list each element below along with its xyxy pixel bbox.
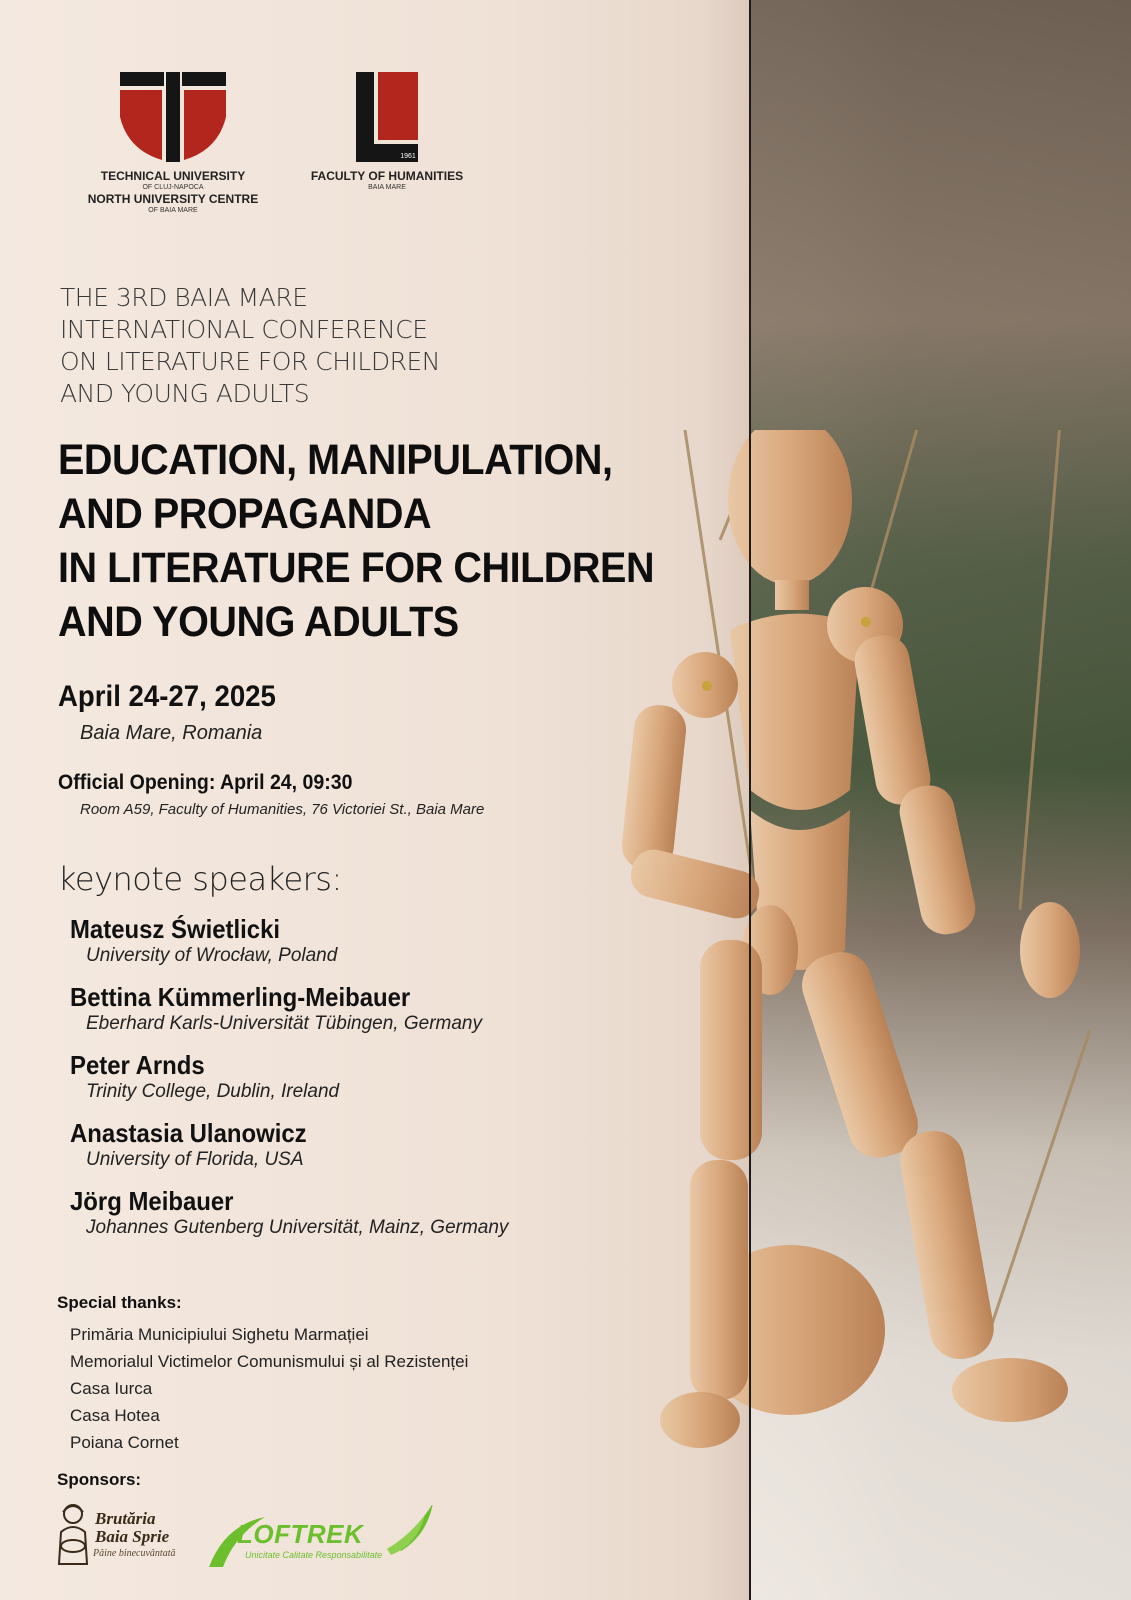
conference-place: Baia Mare, Romania: [80, 722, 263, 744]
speaker-item: [70, 1118, 630, 1186]
brutaria-tagline: Pâine binecuvântată: [93, 1548, 176, 1559]
fh-name-line2: BAIA MARE: [368, 184, 406, 191]
fh-l-icon: [352, 72, 422, 164]
tu-name-line1: TECHNICAL UNIVERSITY: [100, 169, 246, 183]
brutaria-name-line1: Brutăria: [95, 1509, 156, 1528]
keynote-speaker-list: [70, 914, 630, 1254]
title-line: IN LITERATURE FOR CHILDREN: [58, 544, 655, 592]
loftrek-tagline: Unicitate Calitate Responsabilitate: [245, 1550, 383, 1560]
title-line: AND YOUNG ADULTS: [58, 598, 459, 646]
pre-title-line: THE 3RD BAIA MARE: [60, 283, 308, 312]
speaker-affiliation: Johannes Gutenberg Universität, Mainz, Germany: [86, 1217, 509, 1238]
tu-name-line2: OF CLUJ-NAPOCA: [142, 184, 204, 191]
fh-name-line1: FACULTY OF HUMANITIES: [310, 169, 464, 183]
baker-figure-icon: [55, 1502, 91, 1570]
thanks-item: Primăria Municipiului Sighetu Marmației: [70, 1325, 369, 1344]
brutaria-name-line2: Baia Sprie: [95, 1527, 170, 1546]
speaker-item: [70, 1050, 630, 1118]
speaker-name: Jörg Meibauer: [70, 1186, 234, 1216]
speaker-name: Bettina Kümmerling-Meibauer: [70, 982, 411, 1012]
fh-logo-year: 1961: [400, 153, 416, 160]
speaker-affiliation: Trinity College, Dublin, Ireland: [86, 1081, 340, 1102]
thanks-item: Poiana Cornet: [70, 1433, 179, 1452]
speaker-affiliation: Eberhard Karls-Universität Tübingen, Germany: [86, 1013, 483, 1034]
vertical-divider: [749, 0, 751, 1600]
conference-date: April 24-27, 2025: [58, 680, 276, 713]
speaker-name: Anastasia Ulanowicz: [70, 1118, 307, 1148]
tu-name-line4: OF BAIA MARE: [148, 207, 198, 214]
thanks-item: Memorialul Victimelor Comunismului și al Rezistenței: [70, 1352, 469, 1371]
technical-university-logo: [78, 72, 268, 215]
brutaria-baia-sprie-logo: [55, 1502, 185, 1570]
thanks-item: Casa Hotea: [70, 1406, 160, 1425]
faculty-of-humanities-logo: [292, 72, 482, 192]
pre-title-line: AND YOUNG ADULTS: [60, 379, 310, 408]
pre-title-line: ON LITERATURE FOR CHILDREN: [60, 347, 440, 376]
special-thanks-heading: Special thanks:: [57, 1293, 182, 1312]
official-opening: Official Opening: April 24, 09:30: [58, 771, 353, 794]
speaker-affiliation: University of Wrocław, Poland: [86, 945, 338, 966]
sponsors-heading: Sponsors:: [57, 1470, 142, 1489]
conference-title: [58, 433, 702, 649]
speaker-name: Peter Arnds: [70, 1050, 205, 1080]
opening-room: Room A59, Faculty of Humanities, 76 Victoriei St., Baia Mare: [80, 801, 485, 818]
speaker-item: [70, 1186, 630, 1254]
title-line: AND PROPAGANDA: [58, 490, 432, 538]
speaker-affiliation: University of Florida, USA: [86, 1149, 304, 1170]
conference-pre-title: [60, 282, 540, 410]
keynote-heading: keynote speakers:: [58, 860, 342, 898]
pre-title-line: INTERNATIONAL CONFERENCE: [60, 315, 428, 344]
tu-shield-icon: [118, 72, 228, 164]
special-thanks-list: [70, 1321, 468, 1456]
loftrek-logo: [205, 1505, 445, 1575]
speaker-item: [70, 982, 630, 1050]
loftrek-name: LOFTREK: [237, 1519, 364, 1549]
speaker-item: [70, 914, 630, 982]
tu-name-line3: NORTH UNIVERSITY CENTRE: [87, 192, 259, 206]
thanks-item: Casa Iurca: [70, 1379, 153, 1398]
speaker-name: Mateusz Świetlicki: [70, 914, 281, 944]
title-line: EDUCATION, MANIPULATION,: [58, 436, 613, 484]
